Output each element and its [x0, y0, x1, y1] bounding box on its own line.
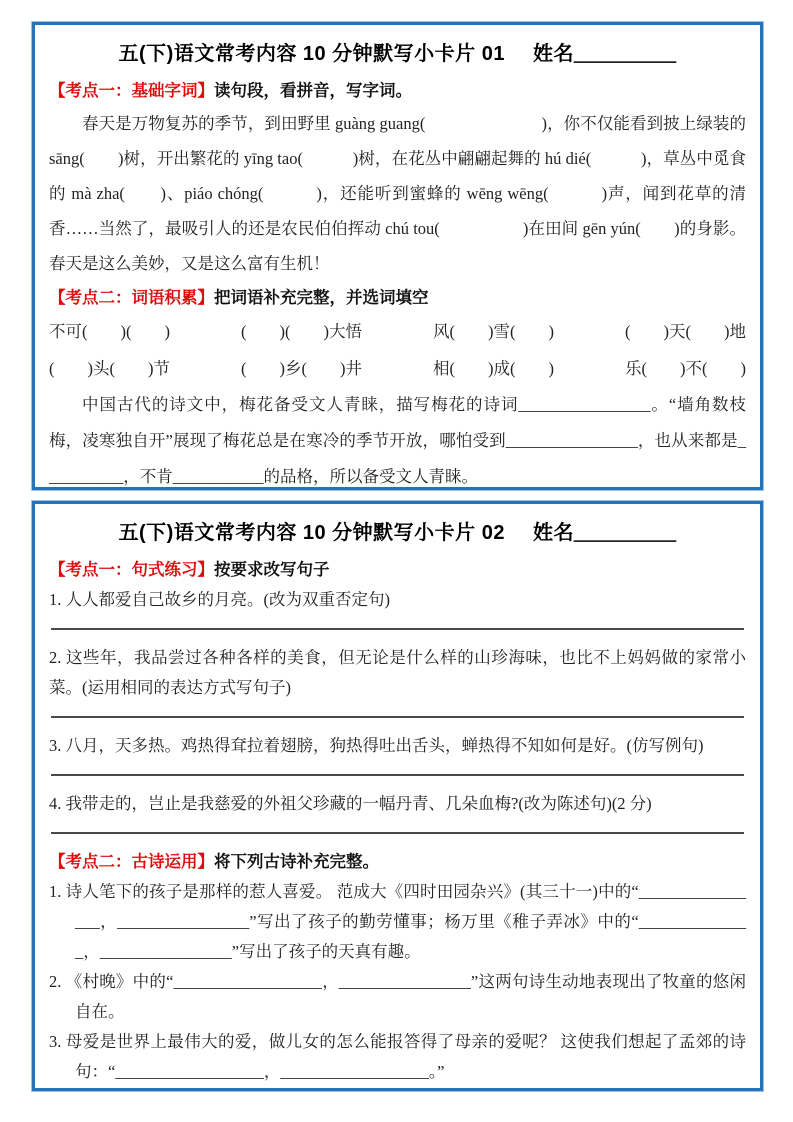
word-completion-row-1 — [49, 313, 746, 350]
card-02-name-blank: 姓名＿＿＿＿＿ — [532, 522, 677, 544]
sentence-question-4: 4. 我带走的，岂止是我慈爱的外祖父珍藏的一幅丹青、几朵血梅?(改为陈述句)(2 分) — [49, 794, 652, 813]
card-02-title — [49, 516, 746, 545]
poem-question-3: 3. 母爱是世界上最伟大的爱，做儿女的怎么能报答得了母亲的爱呢？ 这使我们想起了孟郊的诗句：“__________________，__________________。” — [49, 1032, 746, 1081]
word-item: 风( )雪( ) — [433, 322, 554, 341]
word-completion-row-2 — [49, 350, 746, 387]
sentence-question-1: 1. 人人都爱自己故乡的月亮。(改为双重否定句) — [49, 590, 390, 609]
card-01-title-text: 五(下)语文常考内容 10 分钟默写小卡片 01 — [118, 43, 505, 65]
card-02-section-2-tag: 【考点二：古诗运用】 — [49, 853, 214, 871]
word-item: 乐( )不( ) — [625, 359, 746, 378]
card-01-section-1-instruction: 读句段，看拼音，写字词。 — [214, 82, 412, 100]
card-01-name-blank: 姓名＿＿＿＿＿ — [532, 43, 677, 65]
card-01-title — [49, 37, 746, 66]
answer-line-1 — [51, 628, 744, 630]
card-01-section-1-header — [49, 76, 746, 106]
sentence-question-3: 3. 八月，天多热。鸡热得耷拉着翅膀，狗热得吐出舌头，蝉热得不知如何是好。(仿写例句) — [49, 736, 704, 755]
poem-question-1: 1. 诗人笔下的孩子是那样的惹人喜爱。 范成大《四时田园杂兴》(其三十一)中的“________________，________________”写出了孩子的勤劳懂事；杨万里《稚子弄冰》中的“______________，________________”写出了孩子的天真有趣。 — [49, 882, 746, 961]
card-01 — [32, 22, 763, 490]
word-item: ( )天( )地 — [625, 322, 746, 341]
card-02-section-1-header — [49, 555, 746, 585]
answer-line-2 — [51, 716, 744, 718]
card-02-title-text: 五(下)语文常考内容 10 分钟默写小卡片 02 — [118, 522, 505, 544]
card-01-plum-blossom-paragraph: 中国古代的诗文中，梅花备受文人青睐，描写梅花的诗词________________。“墙角数枝梅，凌寒独自开”展现了梅花总是在寒冷的季节开放，哪怕受到________________，也从来都是__________，不肯___________的品格，所以备受文人青睐。 — [49, 395, 746, 486]
card-01-section-2-instruction: 把词语补充完整，并选词填空 — [214, 289, 429, 307]
card-02-section-2-header — [49, 847, 746, 877]
word-item: ( )头( )节 — [49, 359, 170, 378]
card-01-section-1-tag: 【考点一：基础字词】 — [49, 82, 214, 100]
answer-line-3 — [51, 774, 744, 776]
answer-line-4 — [51, 832, 744, 834]
word-item: 不可( )( ) — [49, 322, 170, 341]
card-01-section-2-header — [49, 283, 746, 313]
card-02 — [32, 501, 763, 1091]
card-01-section-2-tag: 【考点二：词语积累】 — [49, 289, 214, 307]
word-item: ( )乡( )井 — [241, 359, 362, 378]
word-item: 相( )成( ) — [433, 359, 554, 378]
card-02-section-1-tag: 【考点一：句式练习】 — [49, 561, 214, 579]
card-01-pinyin-paragraph: 春天是万物复苏的季节，到田野里 guàng guang( )，你不仅能看到披上绿装的 sāng( )树，开出繁花的 yīng tao( )树，在花丛中翩翩起舞的 hú dié( )，草丛中觅食的 mà zha( )、piáo chóng( )，还能听到蜜蜂的 wēng wēng( )声，闻到花草的清香……当然了，最吸引人的还是农民伯伯挥动 chú tou( )在田间 gēn yún( )的身影。春天是这么美妙，又是这么富有生机！ — [49, 114, 746, 273]
word-item: ( )( )大悟 — [241, 322, 362, 341]
card-02-section-2-instruction: 将下列古诗补充完整。 — [214, 853, 379, 871]
poem-question-2: 2. 《村晚》中的“__________________，________________”这两句诗生动地表现出了牧童的悠闲自在。 — [49, 972, 746, 1021]
card-02-section-1-instruction: 按要求改写句子 — [214, 561, 330, 579]
sentence-question-2: 2. 这些年，我品尝过各种各样的美食，但无论是什么样的山珍海味，也比不上妈妈做的家常小菜。(运用相同的表达方式写句子) — [49, 648, 746, 697]
